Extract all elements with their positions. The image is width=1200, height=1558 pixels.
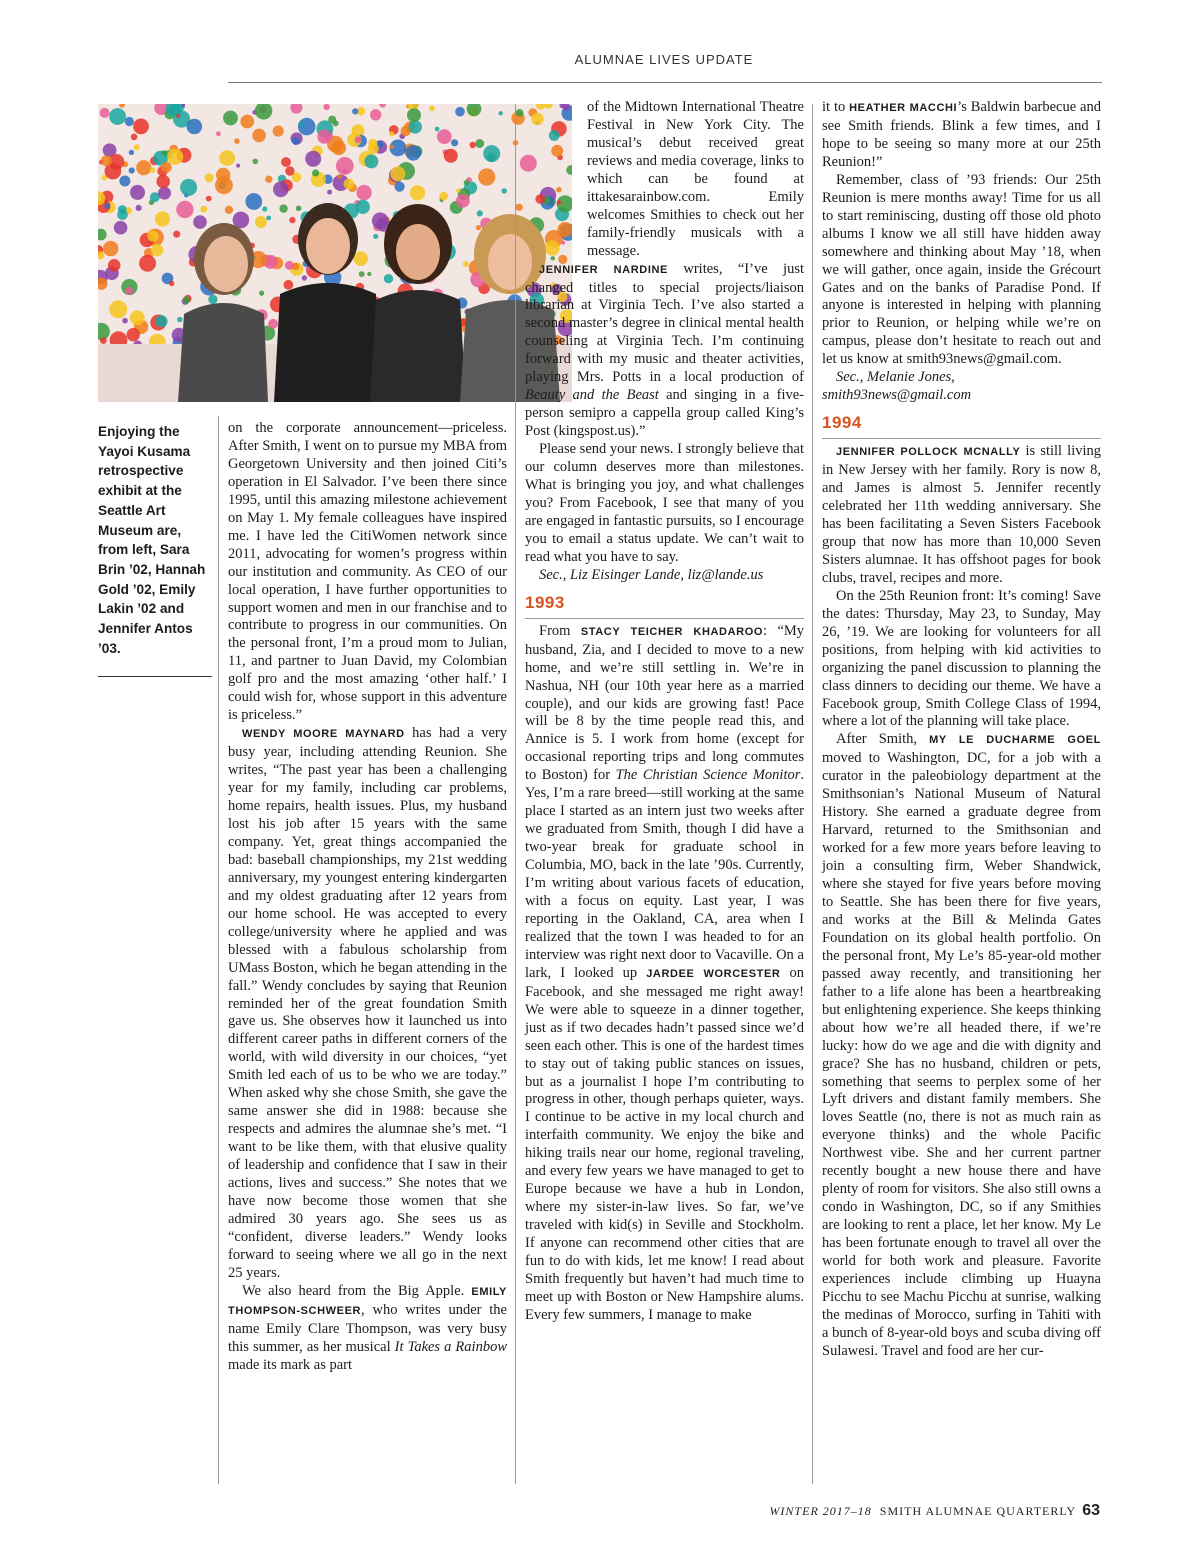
page-number: 63 (1082, 1502, 1100, 1519)
photo-image (98, 104, 572, 402)
alum-name: STACY TEICHER KHADAROO (580, 625, 764, 638)
polka-dot (302, 275, 307, 280)
polka-dot (129, 167, 135, 173)
polka-dot (470, 142, 476, 148)
polka-dot (129, 150, 134, 155)
polka-dot (208, 295, 217, 304)
polka-dot (305, 151, 321, 167)
polka-dot (101, 155, 112, 166)
paragraph-text: has had a very busy year, including attending Reunion. She writes, “The past year has been a challenging year for my family, including car problems, home repairs, health issues. Plus, my husband lost his job after 15 years with the same company. Yet, great things accompanied the bad: baseball championships, my 21st wedding anniversary, my youngest entering kindergarten and my oldest graduating after 12 years from our home school. He was accepted to every college/university where he applied and was blessed with a fabulous scholarship from UMass Boston, which he began attending in the fall.” Wendy concludes by saying that Reunion reminded her of the great foundation Smith gave us. She observes how it launched us into different career paths in different corners of the world, with wild diversity in our choices, “yet Smith led each of us to be who we are today.” When asked why she chose Smith, she gave the same answer she did in 1988: because she respects and admires the alumnae she’s met. “I want to be like them, with that elusive quality of leadership and confidence that I saw in their actions, lives and success.” She notes that we have now become those women that she admired 30 years ago. She sees us as “confident, diverse leaders.” Wendy looks forward to seeing where we all go in the next 25 years. (228, 725, 508, 1281)
polka-dot (100, 337, 107, 344)
polka-dot (134, 144, 140, 150)
polka-dot (139, 255, 156, 272)
caption-rule (98, 676, 212, 677)
polka-dot (516, 109, 524, 117)
polka-dot (131, 134, 138, 141)
photo-caption: Enjoying the Yayoi Kusama retrospective exhibit at the Seattle Art Museum are, from left, Sara Brin ’02, Hannah Gold ’02, Emily Lakin ’02 and Jennifer Antos ’03. (98, 424, 206, 656)
polka-dot (501, 188, 507, 194)
polka-dot (355, 137, 361, 143)
polka-dot (435, 127, 440, 132)
polka-dot (317, 130, 331, 144)
polka-dot (410, 185, 425, 200)
polka-dot (437, 129, 452, 144)
polka-dot (407, 108, 421, 122)
polka-dot (103, 241, 118, 256)
polka-dot (353, 251, 368, 266)
polka-dot (167, 149, 183, 165)
paragraph (525, 261, 804, 442)
paragraph-text: We also heard from the Big Apple. (242, 1282, 472, 1299)
polka-dot (130, 185, 145, 200)
polka-dot (109, 300, 127, 318)
column-rule-3 (812, 104, 813, 1484)
polka-dot (266, 216, 271, 221)
paragraph (822, 443, 1101, 588)
polka-dot (336, 157, 354, 175)
polka-dot (389, 131, 394, 136)
class-year-heading: 1994 (822, 413, 862, 433)
polka-dot (130, 310, 145, 325)
polka-dot (279, 204, 287, 212)
paragraph-text: : “My husband, Zia, and I decided to move to a new home, and we’re still settling in. We’re in Nashua, NH (our 10th year here as a married couple), and our kids are growing fast! Pace will be 8 by the time people read this, and Annice is 5. I work from home (except for occasional reporting trips and long commutes to Boston) for (525, 622, 805, 784)
paragraph (525, 623, 804, 1325)
polka-dot (150, 167, 156, 173)
polka-dot (155, 315, 167, 327)
alum-name: JARDEE WORCESTER (646, 967, 781, 980)
polka-dot (136, 205, 142, 211)
polka-dot (133, 119, 149, 135)
polka-dot (463, 261, 469, 267)
polka-dot (205, 173, 214, 182)
paragraph-text: on Facebook, and she messaged me right away! We were able to squeeze in a dinner together, just as if two decades hadn’t passed since we’d seen each other. This is one of the hardest times to stay out of taking public stances on issues, but as a journalist I hope I’m contributing to progress in other, though perhaps quieter, ways. I continue to be active in my local church and interfaith community. We enjoy the bike and hiking trails near our home, regional traveling, and every few years we have managed to get to Europe because we have a hub in London, where my sister-in-law lives. So far, we’ve traveled with kid(s) in Seville and Stockholm. If anyone can recommend other cities that are fun to do with kids, let me know! I read about Smith frequently but haven’t had much time to meet up with Boston or New Hampshire alums. Every few summers, I manage to make (525, 964, 804, 1323)
paragraph-text: it to (822, 99, 850, 115)
paragraph: of the Midtown International Theatre Festival in New York City. The musical’s debut received great reviews and media coverage, links to which can be found at ittakesarainbow.com. Emily welcomes Smithies to check out her family-friendly musicals with a message. (587, 99, 804, 259)
polka-dot (281, 157, 291, 167)
alum-name: EMILY THOMPSON-SCHWEER (228, 1285, 507, 1317)
polka-dot (333, 120, 339, 126)
polka-dot (312, 169, 319, 176)
polka-dot (180, 179, 197, 196)
paragraph-text: writes, “I’ve just changed titles to special projects/liaison librarian at Virginia Tech. I’ve also started a second master’s degree in clinical mental health counseling at Virginia Tech. I’m continuing forward with my music and theater activities, playing Mrs. Potts in a local production of (525, 260, 805, 386)
page-footer (769, 1502, 1100, 1520)
polka-dot (252, 129, 266, 143)
polka-dot (219, 150, 235, 166)
polka-dot (161, 150, 167, 156)
column-1 (228, 420, 507, 1375)
polka-dot (298, 118, 316, 136)
polka-dot (122, 318, 128, 324)
polka-dot (265, 176, 272, 183)
paragraph: Remember, class of ’93 friends: Our 25th Reunion is mere months away! Time for us all to start reminiscing, dusting off those old photo albums I know we all still have hidden away somewhere and thinking about May ’18, when we will gather, once again, inside the Grécourt Gates and on the banks of Paradise Pond. If anyone is interested in helping with planning prior to Reunion, or helping while we’re on campus, please don’t hesitate to reach out and let us know at smith93news@gmail.com. (822, 171, 1101, 368)
alum-name: JENNIFER POLLOCK MCNALLY (836, 446, 1021, 459)
alum-name: HEATHER MACCHI (849, 102, 958, 114)
polka-dot (483, 145, 500, 162)
polka-dot (240, 115, 254, 129)
production-title: Beauty and the Beast (525, 387, 659, 404)
polka-dot (215, 176, 233, 194)
polka-dot (156, 175, 170, 189)
polka-dot (108, 259, 121, 272)
polka-dot (187, 119, 203, 135)
section-label: ALUMNAE LIVES UPDATE (574, 52, 754, 67)
polka-dot (395, 182, 405, 192)
polka-dot (223, 111, 238, 126)
year-rule (525, 618, 804, 619)
column-rule-1 (218, 416, 219, 1484)
paragraph-text: ’s Baldwin barbecue and see Smith friends. Blink a few times, and I hope to be seeing so many more at our 25th Reunion!” (822, 99, 1101, 170)
paragraph-text: made its mark as part (228, 1356, 353, 1373)
polka-dot (284, 280, 294, 290)
polka-dot (100, 108, 110, 118)
polka-dot (368, 139, 377, 148)
polka-dot (455, 107, 465, 117)
column-3 (822, 99, 1101, 1361)
polka-dot (125, 287, 133, 295)
paragraph (822, 731, 1101, 1360)
polka-dot (109, 108, 126, 125)
polka-dot (390, 166, 405, 181)
paragraph-text: , who writes under the name Emily Clare Thompson, was very busy this summer, as her musical (228, 1301, 507, 1355)
polka-dot (373, 234, 378, 239)
polka-dot (118, 205, 127, 214)
polka-dot (444, 149, 458, 163)
exhibit-photo (98, 104, 572, 402)
polka-dot (236, 164, 240, 168)
polka-dot (344, 179, 355, 190)
polka-dot (183, 296, 190, 303)
musical-title: It Takes a Rainbow (394, 1338, 507, 1355)
polka-dot (389, 145, 393, 149)
polka-dot (332, 141, 347, 156)
polka-dot (173, 231, 180, 238)
polka-dot (285, 261, 294, 270)
polka-dot (439, 192, 448, 201)
paragraph (228, 725, 507, 1283)
paragraph-text: is still living in New Jersey with her family. Rory is now 8, and James is almost 5. Jennifer recently celebrated her 11th wedding anniversary. She has been facilitating a Seven Sisters Facebook group that now has more than 10,000 Seven Sisters alumnae. It has offshoot pages for book clubs, travel, recipes and more. (822, 443, 1102, 586)
polka-dot (158, 187, 171, 200)
polka-dot (104, 203, 110, 209)
paragraph-text: . Yes, I’m a rare breed—still working at the same place I started as an intern just two weeks after we graduated from Smith, though I did have a two-year break for graduate school in Columbia, MO, back in the late ’90s. Currently, I’m writing about various facets of education, with a focus on equity. Last year, I was reporting in the Oakland, CA, area when I realized that the town I was headed to for an interview was right next door to Vacaville. On a lark, I looked up (525, 767, 805, 981)
polka-dot (155, 211, 170, 226)
polka-dot (245, 193, 262, 210)
polka-dot (372, 212, 389, 229)
secretary-email: smith93news@gmail.com (822, 387, 972, 404)
polka-dot (515, 204, 522, 211)
polka-dot (327, 190, 332, 195)
polka-dot (127, 328, 140, 341)
alum-name: JENNIFER NARDINE (539, 263, 668, 276)
polka-dot (409, 120, 422, 133)
polka-dot (456, 194, 470, 208)
polka-dot (262, 206, 267, 211)
polka-dot (356, 185, 371, 200)
polka-dot (499, 111, 503, 115)
polka-dot (338, 174, 343, 179)
polka-dot (161, 162, 172, 173)
polka-dot (464, 180, 469, 185)
polka-dot (477, 210, 483, 216)
alum-name: MY LE DUCHARME GOEL (929, 734, 1101, 747)
publication-name: SMITH ALUMNAE QUARTERLY (879, 1504, 1077, 1518)
polka-dot (114, 221, 128, 235)
polka-dot (364, 154, 378, 168)
polka-dot (456, 189, 460, 193)
paragraph-text: moved to Washington, DC, for a job with a curator in the paleobiology department at the Smithsonian’s National Museum of Natural History. She earned a graduate degree from Harvard, returned to the Smithsonian and worked for a few more years before leaving to join a consulting firm, Weber Shandwick, where she stayed for five years before moving to Seattle. She has been there for five years, and works at the Bill & Melinda Gates Foundation on its global health portfolio. On the personal front, My Le’s 85-year-old mother passed away recently, and transitioning her father to a life alone has been a heartbreaking but enlightening experience. She keeps thinking about how we’re all headed there, if we’re lucky: how do we age and die with dignity and grace? She has no husband, children or pets, something that seems to perplex some of her Lyft drivers and distant family members. She loves Seattle (no, there is not as much rain as everyone thinks) and the whole Pacific Northwest vibe. She and her current partner recently bought a new house there and have plenty of room for visitors. She also still owns a condo in Washington, DC, so if any Smithies are looking to rent a place, let her know. My Le has been fortunate enough to travel all over the world for both work and pleasure. Favorite experiences include climbing up Huayna Picchu to see Machu Picchu at sunrise, walking the medinas of Morocco, surfing in Tahiti with a bunch of 8-year-old boys and scuba diving off Sulawesi. Travel and food are her cur- (822, 750, 1101, 1359)
column-rule-2 (515, 104, 516, 1484)
secretary-signature: Sec., Liz Eisinger Lande, liz@lande.us (539, 566, 764, 583)
polka-dot (299, 122, 304, 127)
publication-title: The Christian Science Monitor (615, 767, 801, 784)
polka-dot (136, 160, 151, 175)
polka-dot (367, 272, 371, 276)
year-rule (822, 438, 1101, 439)
polka-dot (296, 206, 302, 212)
polka-dot (234, 138, 240, 144)
polka-dot (359, 271, 365, 277)
polka-dot (273, 126, 284, 137)
polka-dot (289, 217, 295, 223)
alum-name: WENDY MOORE MAYNARD (242, 728, 405, 741)
class-year-heading: 1993 (525, 592, 565, 612)
paragraph (228, 1283, 507, 1375)
polka-dot (406, 145, 422, 161)
polka-dot (151, 244, 164, 257)
polka-dot (147, 230, 158, 241)
polka-dot (177, 317, 183, 323)
column-2 (525, 99, 804, 1325)
polka-dot (169, 281, 174, 286)
polka-dot (268, 319, 278, 329)
polka-dot (478, 168, 495, 185)
polka-dot (216, 131, 221, 136)
polka-dot (225, 206, 233, 214)
polka-dot (475, 139, 484, 148)
paragraph: on the corporate announcement—priceless. After Smith, I went on to pursue my MBA from Georgetown University and then joined Citi’s operation in El Salvador. I’ve been there since 1995, until this amazing milestone achievement on May 1. My female colleagues have inspired me. I have led the CitiWomen network since 2011, advocating for women’s progress within our institution and community. As CEO of our local operation, I have further opportunities to support women and men in our franchise and to contribute to progress in our communities. On the personal front, I’m a proud mom to Julian, 11, and partner to Juan David, my Colombian golf pro and the most amazing ‘other half.’ I could wish for, whose support in this adventure is priceless.” (228, 420, 507, 724)
polka-dot (384, 274, 393, 283)
polka-dot (273, 182, 289, 198)
polka-dot (476, 225, 481, 230)
polka-dot (255, 216, 267, 228)
polka-dot (370, 109, 381, 120)
polka-dot (119, 176, 130, 187)
polka-dot (306, 267, 310, 271)
polka-dot (193, 215, 207, 229)
polka-dot (125, 117, 134, 126)
paragraph-text: From (539, 622, 581, 639)
secretary-signature: Sec., Melanie Jones, (836, 369, 955, 386)
paragraph-text: After Smith, (836, 731, 930, 748)
polka-dot (352, 108, 358, 114)
polka-dot (176, 201, 193, 218)
polka-dot (253, 159, 259, 165)
paragraph (822, 99, 1101, 172)
paragraph: Please send your news. I strongly believe that our column deserves more than milestones. What is bringing you joy, and what challenges you? From Facebook, I see that many of you are engaged in fantastic pursuits, so I encourage you to email a status update. We can’t wait to read what you have to say. (525, 441, 804, 565)
paragraph: On the 25th Reunion front: It’s coming! Save the dates: Thursday, May 23, to Sunday, May 26, ’19. We are looking for volunteers for all positions, from helping with kid activities to organizing the panel discussion to planning the class dinners to deciding our theme. We have a Facebook group, Smith College Class of 1994, where a lot of the planning will take place. (822, 587, 1101, 730)
polka-dot (200, 206, 207, 213)
paragraph-text: and singing in a five-person semipro a cappella group called King’s Post (kingspost.us).” (525, 387, 804, 440)
polka-dot (259, 291, 264, 296)
polka-dot (429, 106, 435, 112)
polka-dot (206, 196, 212, 202)
polka-dot (292, 137, 300, 145)
polka-dot (292, 173, 302, 183)
header-rule (228, 82, 1102, 83)
issue-date: WINTER 2017–18 (769, 1504, 872, 1518)
polka-dot (451, 139, 458, 146)
